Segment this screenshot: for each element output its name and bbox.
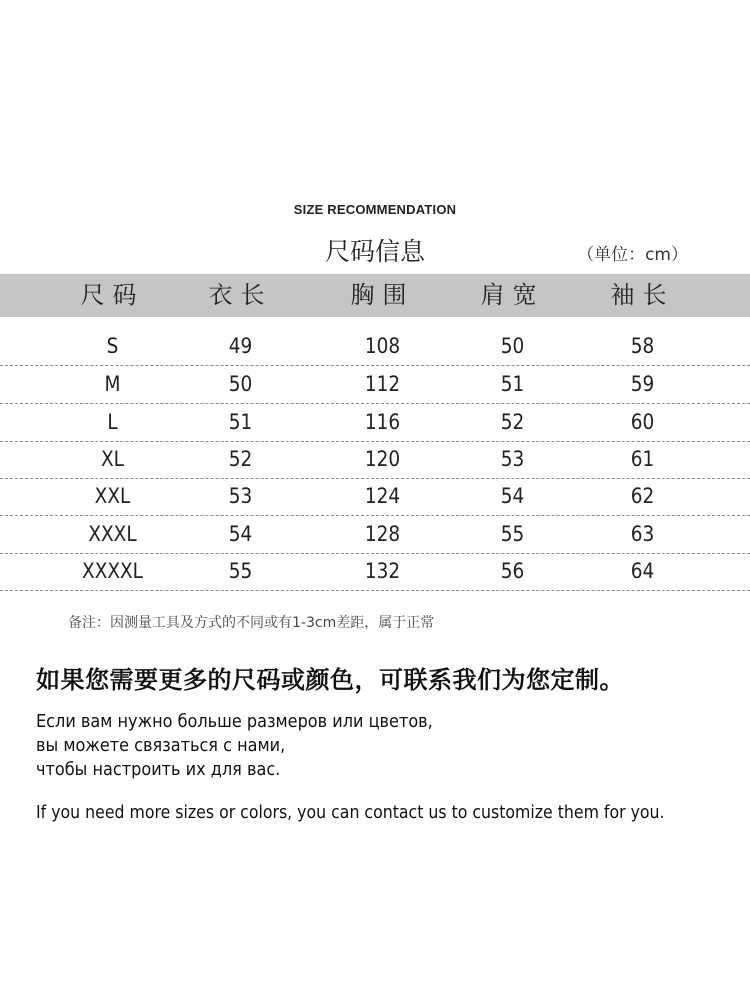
table-row bbox=[0, 328, 750, 366]
column-header-shoulder: 肩宽 bbox=[480, 281, 545, 309]
cell-length: 51 bbox=[228, 410, 253, 434]
table-row bbox=[0, 366, 750, 404]
cell-length: 55 bbox=[228, 559, 253, 583]
cell-length: 54 bbox=[228, 522, 253, 546]
contact-text-english: If you need more sizes or colors, you can contact us to customize them for you. bbox=[36, 803, 665, 823]
cell-shoulder: 53 bbox=[500, 447, 525, 471]
column-header-chest: 胸围 bbox=[350, 281, 415, 309]
table-row bbox=[0, 553, 750, 591]
cell-chest: 128 bbox=[364, 522, 401, 546]
cell-sleeve: 64 bbox=[630, 559, 655, 583]
cell-sleeve: 58 bbox=[630, 334, 655, 358]
cell-sleeve: 62 bbox=[630, 484, 655, 508]
cell-shoulder: 54 bbox=[500, 484, 525, 508]
cell-shoulder: 50 bbox=[500, 334, 525, 358]
unit-label: （单位：cm） bbox=[577, 245, 688, 265]
contact-text-russian bbox=[36, 710, 467, 782]
measurement-note: 备注：因测量工具及方式的不同或有1-3cm差距，属于正常 bbox=[68, 615, 435, 631]
cell-chest: 112 bbox=[364, 372, 401, 396]
table-row bbox=[0, 404, 750, 442]
cell-shoulder: 56 bbox=[500, 559, 525, 583]
size-recommendation-label: SIZE RECOMMENDATION bbox=[293, 202, 457, 217]
table-row bbox=[0, 478, 750, 516]
contact-russian-line: вы можете связаться с нами, bbox=[36, 736, 286, 756]
column-header-length: 衣长 bbox=[208, 281, 273, 309]
column-header-sleeve: 袖长 bbox=[610, 281, 675, 309]
cell-chest: 120 bbox=[364, 447, 401, 471]
cell-sleeve: 63 bbox=[630, 522, 655, 546]
cell-chest: 116 bbox=[364, 410, 401, 434]
page-title: 尺码信息 bbox=[324, 237, 425, 266]
contact-russian-line: Если вам нужно больше размеров или цветов, bbox=[36, 712, 433, 732]
table-header bbox=[0, 274, 750, 317]
cell-sleeve: 59 bbox=[630, 372, 655, 396]
cell-size: M bbox=[104, 372, 121, 396]
cell-shoulder: 51 bbox=[500, 372, 525, 396]
cell-length: 53 bbox=[228, 484, 253, 508]
cell-shoulder: 55 bbox=[500, 522, 525, 546]
cell-size: XXXXL bbox=[82, 559, 143, 583]
table-row bbox=[0, 516, 750, 554]
cell-sleeve: 60 bbox=[630, 410, 655, 434]
cell-size: S bbox=[106, 334, 119, 358]
cell-size: L bbox=[107, 410, 118, 434]
cell-chest: 132 bbox=[364, 559, 401, 583]
contact-text-chinese: 如果您需要更多的尺码或颜色，可联系我们为您定制。 bbox=[36, 666, 624, 694]
cell-length: 52 bbox=[228, 447, 253, 471]
cell-sleeve: 61 bbox=[630, 447, 655, 471]
cell-length: 50 bbox=[228, 372, 253, 396]
column-header-size: 尺码 bbox=[80, 281, 145, 309]
cell-length: 49 bbox=[228, 334, 253, 358]
cell-size: XL bbox=[101, 447, 124, 471]
contact-russian-line: чтобы настроить их для вас. bbox=[36, 760, 281, 780]
cell-size: XXXL bbox=[88, 522, 137, 546]
cell-chest: 124 bbox=[364, 484, 401, 508]
cell-chest: 108 bbox=[364, 334, 401, 358]
cell-shoulder: 52 bbox=[500, 410, 525, 434]
table-row bbox=[0, 441, 750, 479]
cell-size: XXL bbox=[94, 484, 131, 508]
